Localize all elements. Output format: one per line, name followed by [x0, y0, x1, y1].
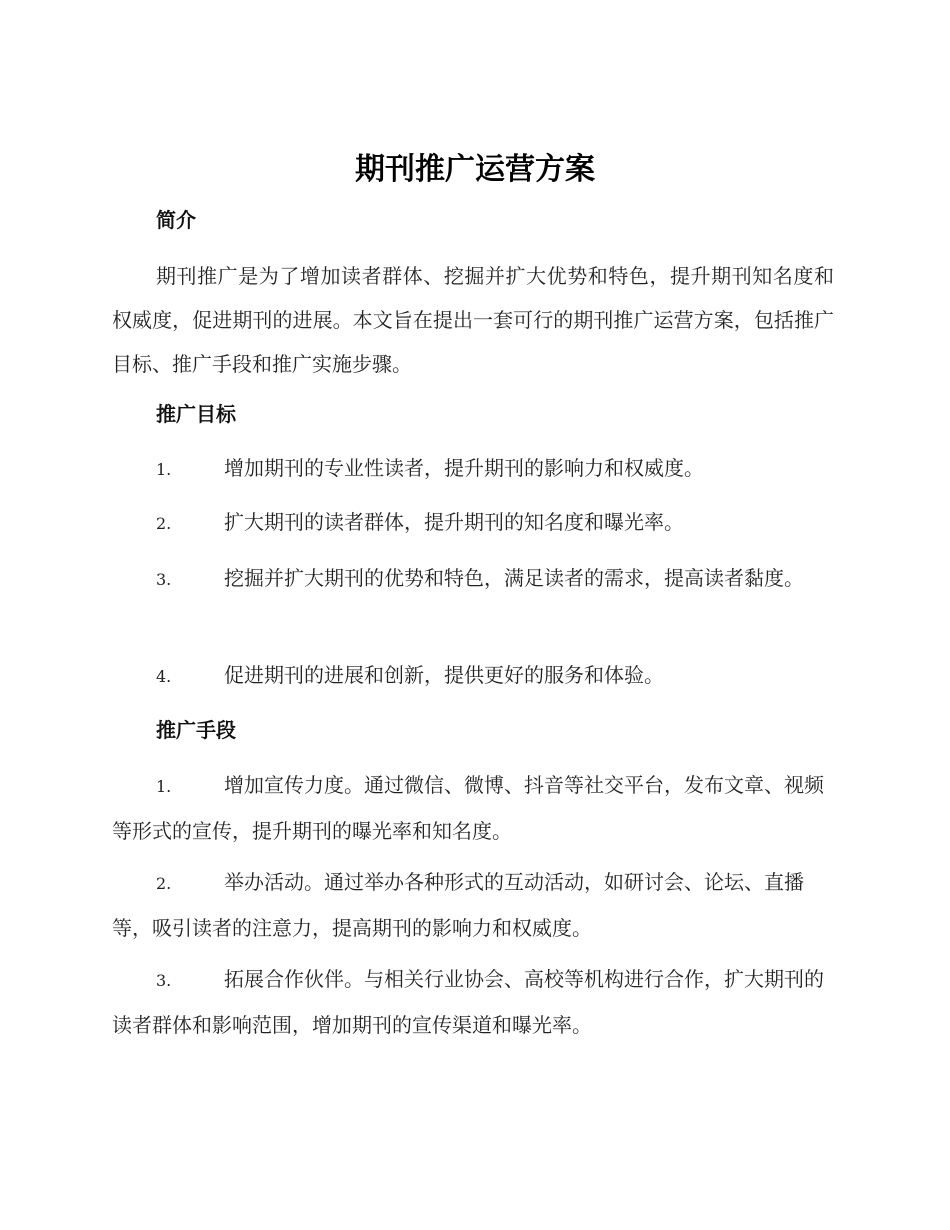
list-item-text: 增加期刊的专业性读者，提升期刊的影响力和权威度。 — [224, 456, 704, 480]
goal-item — [112, 653, 834, 699]
method-item — [112, 860, 834, 950]
goal-item — [112, 500, 834, 546]
method-item — [112, 763, 834, 853]
document-title: 期刊推广运营方案 — [355, 152, 595, 187]
list-number: 1. — [156, 777, 172, 796]
list-number: 2. — [156, 874, 172, 893]
section-heading-intro: 简介 — [156, 208, 196, 232]
goal-item — [112, 556, 834, 602]
list-item-text: 扩大期刊的读者群体，提升期刊的知名度和曝光率。 — [224, 510, 684, 534]
list-item-text: 增加宣传力度。通过微信、微博、抖音等社交平台，发布文章、视频等形式的宣传，提升期刊的曝光率和知名度。 — [112, 773, 824, 843]
list-item-text: 挖掘并扩大期刊的优势和特色，满足读者的需求，提高读者黏度。 — [224, 566, 804, 590]
section-heading-goals: 推广目标 — [156, 402, 236, 426]
section-heading-methods: 推广手段 — [156, 718, 236, 742]
list-number: 4. — [156, 667, 172, 686]
goal-item — [112, 446, 834, 492]
intro-paragraph: 期刊推广是为了增加读者群体、挖掘并扩大优势和特色，提升期刊知名度和权威度，促进期刊的进展。本文旨在提出一套可行的期刊推广运营方案，包括推广目标、推广手段和推广实施步骤。 — [112, 264, 834, 376]
list-item-text: 促进期刊的进展和创新，提供更好的服务和体验。 — [224, 663, 664, 687]
list-number: 2. — [156, 514, 172, 533]
list-item-text: 举办活动。通过举办各种形式的互动活动，如研讨会、论坛、直播等，吸引读者的注意力，提高期刊的影响力和权威度。 — [112, 870, 804, 940]
list-number: 1. — [156, 460, 172, 479]
list-number: 3. — [156, 570, 172, 589]
method-item — [112, 957, 834, 1047]
list-item-text: 拓展合作伙伴。与相关行业协会、高校等机构进行合作，扩大期刊的读者群体和影响范围，增加期刊的宣传渠道和曝光率。 — [112, 967, 824, 1037]
list-number: 3. — [156, 971, 172, 990]
